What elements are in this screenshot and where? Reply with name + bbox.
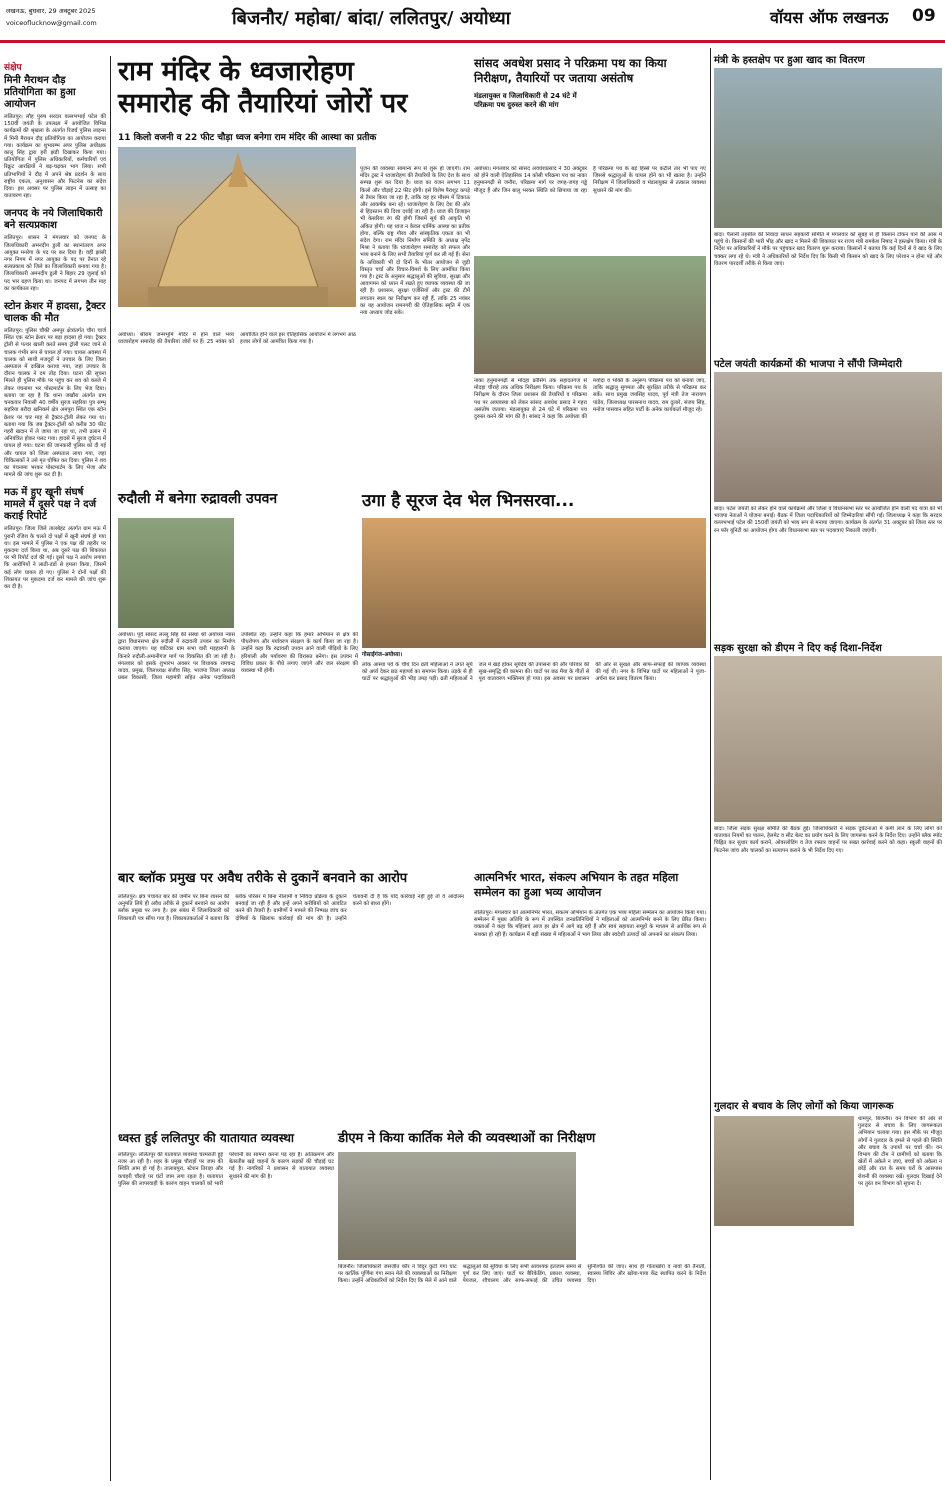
- right-headline-1: मंत्री के हस्तक्षेप पर हुआ खाद का वितरण: [714, 55, 865, 66]
- rudauli-text: अयोध्या। पूर्व सांसद लल्लू सिंह की संस्था श्री अयोध्या न्यास द्वारा विधानसभा क्षेत्र रुदौली में रुद्रावली उपवन का निर्माण कराया जाएगा। यह वाटिका ग्राम सभा वारी मड़हारानी के किनारे रुदौली-अमानीगंज मार्ग पर विकसित की जा रही है। मंगलवार को इसके शुभारंभ अवसर पर विधायक रामचन्द्र यादव, प्रमुख, जिलाध्यक्ष संजीव सिंह, भाजपा जिला अध्यक्ष प्रबल विकासी, जिला महामंत्री सहित अनेक पदाधिकारी उपस्थित रहे। उन्होंने कहा कि हमारे अभियान से क्षेत्र की पौधरोपण और पर्यावरण संरक्षण के कार्य किया जा रहा है। उन्होंने कहा कि रुद्रावली उपवन आने वाली पीढ़ियों के लिए हरियाली और पर्यावरण की विरासत बनेगा। इस उपवन में विविध प्रकार के पौधे लगाए जाएंगे और जल संरक्षण की व्यवस्था भी होगी।: [118, 632, 358, 682]
- lead-subhead: 11 किलो वजनी व 22 फीट चौड़ा ध्वज बनेगा राम मंदिर की आस्था का प्रतीक: [118, 133, 377, 143]
- rudauli-photo: [118, 518, 234, 628]
- block-text: ललितपुर। क्षेत्र पंचायत बार की जमीन पर बिना शासन की अनुमति लिये ही अवैध तरीके से दुकानें बनवाने का आरोप ब्लॉक प्रमुख पर लगा है। इस संबंध में जिलाधिकारी को शिकायती पत्र सौंपा गया है। शिकायतकर्ताओं ने बताया कि ब्लॉक परिसर में बिना नीलामी व निविदा प्रक्रिया के दुकानें बनवाई जा रही हैं और इन्हें अपने करीबियों को आवंटित करने की तैयारी है। ग्रामीणों ने मामले की निष्पक्ष जांच कर दोषियों के खिलाफ कार्रवाई की मांग की है। उन्होंने चेतावनी दी है कि यदि कार्रवाई नहीं हुई तो वे आंदोलन करने को बाध्य होंगे।: [118, 894, 464, 922]
- block-story: [118, 870, 464, 1128]
- surya-dateline: गोसाईगंज-अयोध्या।: [362, 652, 403, 658]
- right-body-2: [714, 506, 942, 626]
- rudauli-headline: रुदौली में बनेगा रुद्रावली उपवन: [118, 491, 278, 507]
- sansad-text-2: नाका हनुमानगढ़ी से मोदहा क्रॉसिंग तक सहादतगंज से मोदहा चौराहे तक अधिक निरीक्षण किया। परिक्रमा पथ के निरीक्षण के दौरान जिला प्रशासन की तैयारियों व परिक्रमा पथ पर अव्यवस्था को लेकर सांसद अवधेश प्रसाद ने गहरा असंतोष जताया। मंडलायुक्त से 24 घंटे में परिक्रमा पथ दुरुस्त करने की मांग की है। सांसद ने कहा कि अयोध्या की मर्यादा व भक्ति के अनुरूप परिक्रमा पथ को बनाया जाए, ताकि श्रद्धालु सुगमता और सुरक्षित तरीके से परिक्रमा कर सकें। साथ प्रमुख जयसिंह यादव, पूर्व मंत्री तेज नारायण पांडेय, जिलाध्यक्ष पारसनाथ यादव, राम दुलारे, संजय सिंह, मनोज पासवान सहित पार्टी के अनेक कार्यकर्ता मौजूद रहे।: [474, 378, 706, 421]
- block-headline: बार ब्लॉक प्रमुख पर अवैध तरीके से दुकानें बनवाने का आरोप: [118, 871, 408, 886]
- lead-caption: अयोध्या। श्रीराम जन्मभूमि मंदिर में होने वाले भव्य ध्वजारोहण समारोह की तैयारियां जोरों पर हैं। 25 नवंबर को आयोजित होने वाले इस ऐतिहासिक आयोजन में लगभग आठ हजार लोगों को आमंत्रित किया गया है।: [118, 332, 356, 346]
- sansad-text: अयोध्या। मंगलवार को सांसद अवधेशप्रसाद ने 30 अक्टूबर को होने वाली ऐतिहासिक 14 कोसी परिक्रमा पथ का नाका हनुमानगढ़ी से जनौरा, परिक्रमा मार्ग पर जगह-जगह गड्ढे मौजूद हैं और जिन बालू भरकर स्थिति को छिपाया जा रहा है परिक्रमा पथ के बड़े हिस्से पर कटीले तार भी पाए गए जिससे श्रद्धालुओं के घायल होने का भी खतरा है। उन्होंने निरीक्षण में जिलाधिकारी व मंडलायुक्त से तत्काल व्यवस्था सुधारने की मांग की।: [474, 166, 706, 194]
- rudauli-body: [118, 632, 358, 868]
- masthead: [0, 0, 945, 43]
- atm-headline: आत्मनिर्भर भारत, संकल्प अभियान के तहत महिला सम्मेलन का हुआ भव्य आयोजन: [474, 871, 679, 899]
- temple-illustration: [118, 147, 356, 307]
- lead-headline: राम मंदिर के ध्वजारोहण: [118, 56, 354, 87]
- right-headline-2: पटेल जयंती कार्यक्रमों की भाजपा ने सौंपी जिम्मेदारी: [714, 359, 903, 370]
- right-body-3: [714, 826, 942, 986]
- ram-mandir-photo: [118, 147, 356, 307]
- story-title: स्टोन क्रेशर में हादसा, ट्रैक्टर चालक की मौत: [4, 301, 106, 325]
- column-divider: [710, 48, 711, 1480]
- lead-headline-2: समारोह की तैयारियां जोरों पर: [118, 88, 408, 119]
- chhath-photo: [362, 518, 706, 648]
- story-title: मिनी मैराथन दौड़ प्रतियोगिता का हुआ आयोजन: [4, 75, 76, 110]
- dm-headline: डीएम ने किया कार्तिक मेले की व्यवस्थाओं का निरीक्षण: [338, 1131, 596, 1146]
- rudauli-story: [118, 490, 358, 868]
- dm-photo: [338, 1152, 576, 1260]
- traffic-story: [118, 1130, 334, 1480]
- lead-story: [118, 56, 470, 486]
- block-body: [118, 894, 464, 1128]
- sansad-body1: [474, 166, 706, 256]
- right-body-4: [858, 1116, 942, 1236]
- atm-story: [474, 870, 706, 1128]
- email: voiceoflucknow@gmail.com: [6, 19, 97, 27]
- right-text-2: बांदा। पटेल जयंती को लेकर होने वाले कार्यक्रमों और जिला व विधानसभा स्तर पर आयोजित होने वाली पद यात्रा को भी भाजपा नेताओं ने योजना बनाई। बैठक में जिला पदाधिकारियों को जिम्मेदारियां सौंपी गईं। जिलाध्यक्ष ने कहा कि सरदार वल्लभभाई पटेल की 150वीं जयंती को भव्य रूप से मनाया जाएगा। कार्यक्रम के अंतर्गत 31 अक्टूबर को जिला स्तर पर रन फॉर यूनिटी का आयोजन होगा और विधानसभा स्तर पर पदयात्राएं निकाली जाएंगी।: [714, 506, 942, 534]
- story-title: जनपद के नये जिलाधिकारी बने सत्यप्रकाश: [4, 208, 103, 232]
- right-column: [714, 50, 942, 1480]
- lead-caption-col: [360, 166, 470, 486]
- guldar-photo: [714, 1116, 854, 1226]
- patel-photo: [714, 372, 942, 502]
- right-headline-3: सड़क सुरक्षा को डीएम ने दिए कई दिशा-निर्देश: [714, 643, 882, 654]
- section-name: बिजनौर/ महोबा/ बांदा/ ललितपुर/ अयोध्या: [232, 8, 511, 29]
- traffic-body: [118, 1152, 334, 1478]
- dm-body: [338, 1264, 706, 1478]
- left-column: [4, 60, 106, 1480]
- right-body-1: [714, 232, 942, 352]
- traffic-headline: ध्वस्त हुई ललितपुर की यातायात व्यवस्था: [118, 1131, 294, 1145]
- road-safety-photo: [714, 656, 942, 822]
- atm-text: ललितपुर। मंगलवार को आत्मनिर्भर भारत, संकल्प अभियान के अंतर्गत एक भव्य महिला सम्मेलन का आयोजन किया गया। सम्मेलन में मुख्य अतिथि के रूप में उपस्थित जनप्रतिनिधियों ने महिलाओं को आत्मनिर्भर बनने के लिए प्रेरित किया। वक्ताओं ने कहा कि महिलाएं आज हर क्षेत्र में आगे बढ़ रही हैं और स्वयं सहायता समूहों के माध्यम से आर्थिक रूप से सशक्त हो रही हैं। कार्यक्रम में बड़ी संख्या में महिलाओं ने भाग लिया और स्वदेशी उत्पादों को अपनाने का संकल्प लिया।: [474, 910, 706, 938]
- dateline: लखनऊ, बुधवार, 29 अक्टूबर 2025: [6, 7, 96, 15]
- story-body: ललितपुर। लौह पुरुष सरदार वल्लभभाई पटेल की 150वीं जयंती के उपलक्ष्य में आयोजित विभिन्न कार्यक्रमों की श्रृंखला के अंतर्गत रिजर्व पुलिस लाइन्स में मिनी मैराथन दौड़ प्रतियोगिता का आयोजन कराया गया। कार्यक्रम का शुभारम्भ अपर पुलिस अधीक्षक कालू सिंह द्वारा हरी झंडी दिखाकर किया गया। प्रतियोगिता में पुलिस अधिकारियों, कर्मचारियों एवं रिक्रूट आरक्षियों ने बढ़-चढ़कर भाग लिया। सभी प्रतिभागियों ने दौड़ में अपने श्रेष्ठ प्रदर्शन के साथ राष्ट्रीय एकता, अनुशासन और फिटनेस का संदेश दिया। इस अवसर पर पुलिस लाइन में उत्साह का वातावरण रहा।: [4, 114, 106, 200]
- left-label: संक्षेप: [4, 63, 22, 73]
- lead-body: पूजन की व्यवस्था सामान्य रूप से शुरू हो जाएगी। राम मंदिर ट्रस्ट ने ध्वजारोहण की तैयारियों के लिए देश के साथ सम्पन्न शुरू कर दिया है। ध्वज का वजन लगभग 11 किलो और चौड़ाई 22 फीट होगी। इसे विशेष पैराशूट कपड़े से तैयार किया जा रहा है, ताकि वह हर मौसम में टिकाऊ और आकर्षक बना रहे। ध्वजारोहण के लिए देश की ओर से हिंदस्तान की दिशा दर्शाई जा रही है। ध्वज की डिजाइन भी केसरिया रंग की होगी जिसमें सूर्य की आकृति भी अंकित होगी। यह ध्वज न केवल धार्मिक आस्था का प्रतीक होगा, बल्कि राष्ट्र गौरव और सांस्कृतिक एकता का भी संदेश देगा। राम मंदिर निर्माण समिति के अध्यक्ष नृपेंद्र मिश्रा ने बताया कि ध्वजारोहण समारोह को सफल और भव्य बनाने के लिए सभी तैयारियां पूर्ण कर ली गई हैं। सेना के अधिकारी भी दो दिनों के भीतर आयोजन से जुड़ी विस्तृत चर्चा और विचार-विमर्श के लिए आमंत्रित किया गया है। ट्रस्ट के अनुसार श्रद्धालुओं की सुविधा, सुरक्षा और आवागमन को ध्यान में रखते हुए व्यापक व्यवस्था की जा रही है। प्रशासन, सुरक्षा एजेंसियों और ट्रस्ट की टीमें लगातार स्थल का निरीक्षण कर रही हैं, ताकि 25 नवंबर का यह आयोजन रामनगरी की ऐतिहासिक स्मृति में एक नया अध्याय जोड़ सके।: [360, 166, 470, 317]
- story-body: ललितपुर। शासन ने मंगलवार को जनपद के जिलाधिकारी अमनदीप डुली का स्थानांतरण अपर आयुक्त मनरेगा के पद पर कर दिया है। वहीं झांसी नगर निगम में नगर आयुक्त के पद पर तैनात रहे सत्यप्रकाश को जिले का जिलाधिकारी बनाया गया है। जिलाधिकारी अमनदीप डुली ने बिहार 29 जुलाई को पद भार ग्रहण किया था। जनपद में लगभग तीन माह का कार्यकाल रहा।: [4, 235, 106, 292]
- dm-text: बिजनौर। जिलाधिकारी जसजीत कौर ने विदुर कुटी गंगा घाट पर कार्तिक पूर्णिमा गंगा स्नान मेले की व्यवस्थाओं का निरीक्षण किया। उन्होंने अधिकारियों को निर्देश दिए कि मेले में आने वाले श्रद्धालुओं की सुविधा के लिए सभी आवश्यक इंतजाम समय से पूर्ण कर लिए जाएं। घाटों पर बैरिकेडिंग, प्रकाश व्यवस्था, पेयजल, शौचालय और साफ-सफाई की उचित व्यवस्था सुनिश्चित की जाए। साथ ही गोताखोरों व नावों की तैनाती, स्वास्थ्य शिविर और खोया-पाया केंद्र स्थापित करने के निर्देश दिए।: [338, 1264, 706, 1285]
- atm-body: [474, 910, 706, 1128]
- traffic-text: ललितपुर। ललितपुर की यातायात व्यवस्था चरमराती हुई नजर आ रही है। शहर के प्रमुख चौराहों पर जाम की स्थिति आम हो गई है। तालाबपुरा, स्टेशन तिराहा और कचहरी चौराहे पर घंटों जाम लगा रहता है। यातायात पुलिस की लापरवाही के कारण वाहन चालकों को भारी परेशानी का सामना करना पड़ रहा है। अतिक्रमण और बेतरतीब खड़े वाहनों के कारण सड़कों की चौड़ाई घट गई है। नागरिकों ने प्रशासन से यातायात व्यवस्था सुधारने की मांग की है।: [118, 1152, 334, 1187]
- sansad-photo: [474, 256, 706, 374]
- right-text-1: बांदा। पैलानी तहसील की निवादा साधन सहकारी समिति में मंगलवार को सुबह से ही किसान टोकन पाने की आस में पहुंचे थे। किसानों की भारी भीड़ और खाद न मिलने की शिकायत पर राज्य मंत्री रामकेश निषाद ने हस्तक्षेप किया। मंत्री के निर्देश पर अधिकारियों ने मौके पर पहुंचकर खाद वितरण शुरू कराया। किसानों ने बताया कि कई दिनों से वे खाद के लिए चक्कर लगा रहे थे। मंत्री ने अधिकारियों को निर्देश दिए कि किसी भी किसान को खाद के लिए परेशान न होना पड़े और वितरण पारदर्शी तरीके से किया जाए।: [714, 232, 942, 267]
- sansad-deck: मंडलायुक्त व जिलाधिकारी से 24 घंटे में परिक्रमा पथ दुरुस्त करने की मांग: [474, 92, 577, 109]
- surya-story: [362, 490, 706, 868]
- right-headline-4: गुलदार से बचाव के लिए लोगों को किया जागरूक: [714, 1101, 894, 1112]
- surya-text: लोक आस्था पर्व के चौथे दिन व्रती महिलाओं ने उगते सूर्य को अर्घ्य देकर छठ महापर्व का समापन किया। तड़के से ही घाटों पर श्रद्धालुओं की भीड़ उमड़ पड़ी। व्रती महिलाओं ने जल में खड़े होकर सूर्यदेव की उपासना की और परिवार की सुख-समृद्धि की कामना की। घाटों पर छठ मैया के गीतों से पूरा वातावरण भक्तिमय हो गया। इस अवसर पर प्रशासन की ओर से सुरक्षा और साफ-सफाई की व्यापक व्यवस्था की गई थी। नगर के विभिन्न घाटों पर महिलाओं ने पूजा-अर्चना कर प्रसाद वितरण किया।: [362, 662, 706, 683]
- right-text-3: बांदा। जिला सड़क सुरक्षा समिति की बैठक हुई। जिलाधिकारी ने सड़क दुर्घटनाओं में कमी लाने के लिए लोगों को यातायात नियमों का पालन, हेलमेट व सीट बेल्ट का प्रयोग करने के लिए जागरूक करने के निर्देश दिए। उन्होंने ब्लैक स्पॉट चिह्नित कर सुधार कार्य कराने, ओवरलोडिंग व तेज रफ्तार वाहनों पर सख्त कार्रवाई करने को कहा। स्कूली वाहनों की फिटनेस जांच और चालकों का सत्यापन कराने के भी निर्देश दिए गए।: [714, 826, 942, 854]
- column-divider: [110, 56, 111, 1481]
- surya-headline: उगा है सूरज देव भेल भिनसरवा...: [362, 491, 575, 511]
- sansad-story: [474, 56, 706, 486]
- lead-bottom-text: [118, 332, 356, 486]
- paper-name: वॉयस ऑफ लखनऊ: [770, 8, 889, 27]
- story-body: ललितपुर। पुलिस चौकी अमपुर क्षेत्रांतर्गत चौरा चार्ज स्थित एक स्टोन क्रेशर पर बड़ा हादसा हो गया। ट्रैक्टर ट्रॉली से पत्थर खाली करते समय ट्रॉली पलट जाने से चालक गंभीर रूप से घायल हो गया। घायल अवस्था में चालक को साथी मजदूरों ने उपचार के लिए जिला अस्पताल में दाखिल कराया गया, जहां उपचार के दौरान चालक ने दम तोड़ दिया। घटना की सूचना मिलते ही पुलिस मौके पर पहुंच कर शव को कब्जे में लेकर पंचनामा भर पोस्टमार्टम के लिए भेज दिया। बताया जा रहा है कि थाना जखौरा अंतर्गत ग्राम चनकवार निवासी 40 वर्षीय सुरज सहरिया पुत्र सम्भू सहरिया बरौदा खनिकर्म क्षेत्र अमपुरा स्थित एक स्टोन क्रेशर पर चार माह से ट्रैक्टर-ट्रॉली लेकर गया था। बताया गया कि जब ट्रैक्टर-ट्रॉली को करीब 30 फीट गहरी खदान में ले जाया जा रहा था, तभी ढलान में अनियंत्रित होकर पलट गया। हादसे में सुरज दुर्घटना में घायल हो गया। घटना की जानकारी पुलिस को दी गई और घायल को जिला अस्पताल लाया गया, जहां चिकित्सकों ने उसे मृत घोषित कर दिया। पुलिस ने शव का पंचनामा भरकर पोस्टमार्टम के लिए भेजा और मामले की जांच शुरू कर दी है।: [4, 328, 106, 479]
- dm-story: [338, 1130, 706, 1480]
- sansad-body2: [474, 378, 706, 486]
- khad-photo: [714, 68, 942, 228]
- story-body: ललितपुर। जिला जिले तालबेहट अंतर्गत ग्राम मऊ में पुरानी रंजिश के चलते दो पक्षों में खूनी संघर्ष हो गया था। इस मामले में पुलिस ने एक पक्ष की तहरीर पर मुकदमा दर्ज किया था, अब दूसरे पक्ष की शिकायत पर भी रिपोर्ट दर्ज की गई। दूसरे पक्ष ने आरोप लगाया कि आरोपियों ने लाठी-डंडों से हमला किया, जिसमें कई लोग घायल हो गए। पुलिस ने दोनों पक्षों की शिकायत पर मुकदमा दर्ज कर मामले की जांच शुरू कर दी है।: [4, 526, 106, 590]
- right-text-4: धामपुर, बिजनौर। वन विभाग की ओर से गुलदार से बचाव के लिए जागरूकता अभियान चलाया गया। इस मौके पर मौजूद लोगों ने गुलदार के हमले से पहले की स्थिति और बचाव के उपायों पर चर्चा की। वन विभाग की टीम ने ग्रामीणों को बताया कि खेतों में अकेले न जाएं, बच्चों को अकेला न छोड़ें और रात के समय घरों के आसपास रोशनी की व्यवस्था रखें। गुलदार दिखाई देने पर तुरंत वन विभाग को सूचना दें।: [858, 1116, 942, 1187]
- story-title: मऊ में हुए खूनी संघर्ष मामले में दूसरे पक्ष ने दर्ज कराई रिपोर्ट: [4, 487, 97, 523]
- sansad-headline: सांसद अवधेश प्रसाद ने परिक्रमा पथ का किया निरीक्षण, तैयारियों पर जताया असंतोष: [474, 56, 667, 85]
- page-number: 09: [912, 6, 936, 26]
- surya-body: [362, 662, 706, 862]
